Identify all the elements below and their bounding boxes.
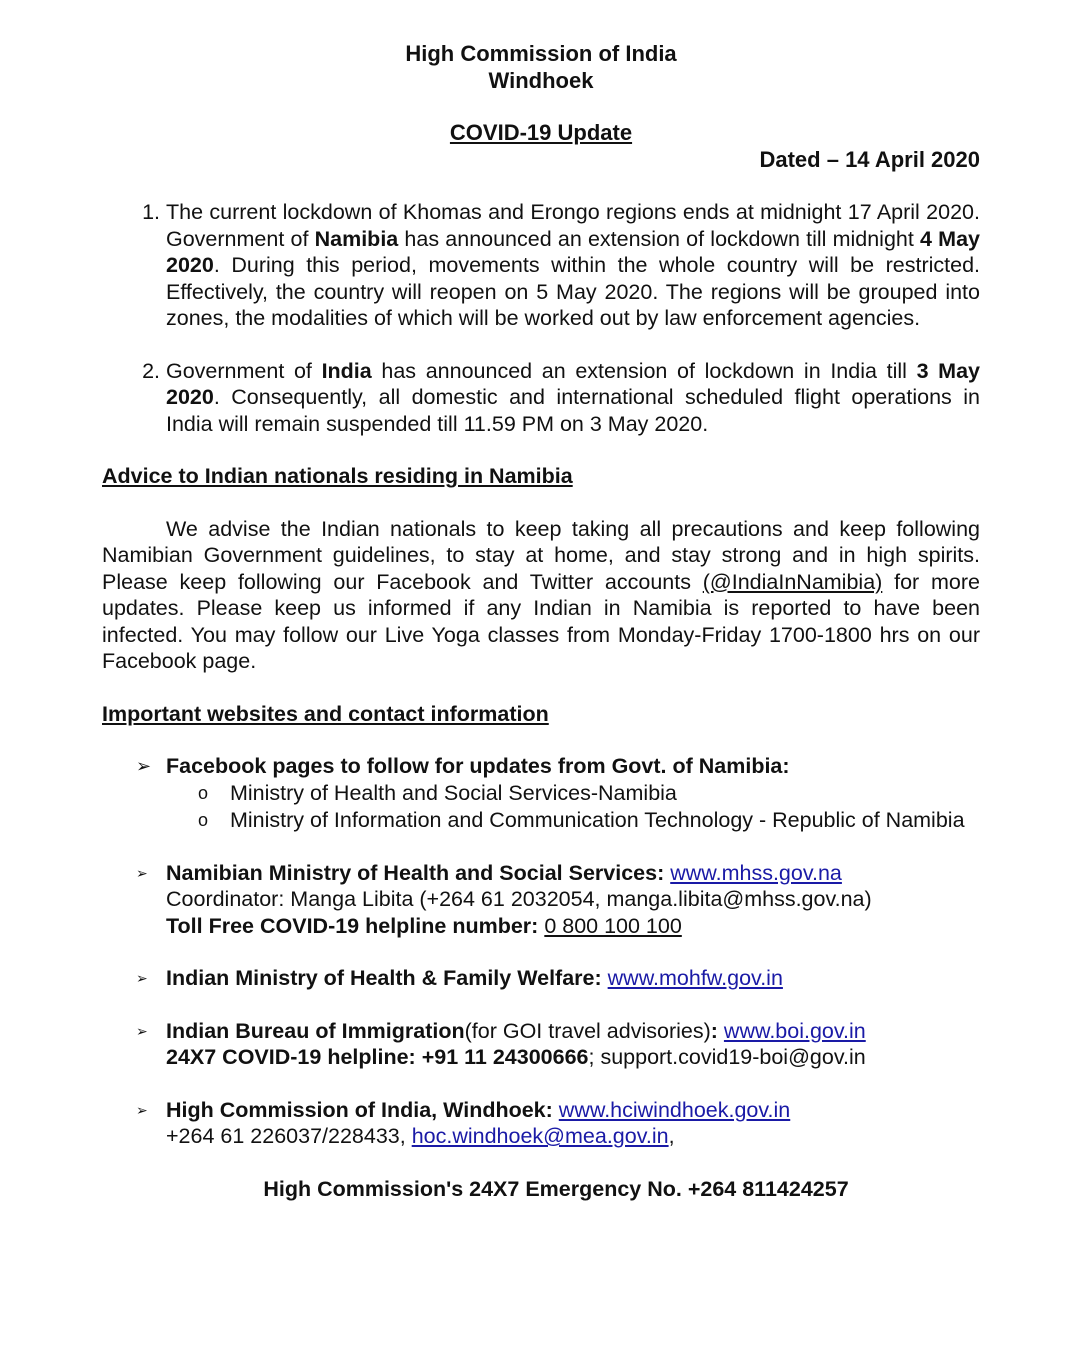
list-item: o Ministry of Information and Communication Technology - Republic of Namibia <box>198 808 965 832</box>
header-org <box>102 40 980 94</box>
update-points <box>102 199 980 437</box>
arrow-bullet-icon: ➢ <box>136 1022 148 1039</box>
hci-label: High Commission of India, Windhoek: <box>166 1097 553 1122</box>
boi-note: (for GOI travel advisories) <box>464 1018 711 1043</box>
mhss-link[interactable]: www.mhss.gov.na <box>670 860 842 885</box>
facebook-pages-item <box>102 753 980 834</box>
arrow-bullet-icon: ➢ <box>136 1101 148 1118</box>
mohfw-label: Indian Ministry of Health & Family Welfare: <box>166 966 602 990</box>
arrow-bullet-icon: ➢ <box>136 756 152 776</box>
mhss-label: Namibian Ministry of Health and Social Services: <box>166 860 665 885</box>
facebook-pages-list <box>166 780 980 834</box>
point-2: 2. Government of India has announced an extension of lockdown in India till 3 May 2020. Consequently, all domestic and international scheduled flight operations in India will remain suspended till 11.59 PM on 3 May 2020. <box>166 358 980 438</box>
tollfree-number[interactable]: 0 800 100 100 <box>544 913 682 938</box>
advice-paragraph: We advise the Indian nationals to keep taking all precautions and keep following Namibian Government guidelines, to stay at home, and stay strong and in high spirits. Please keep following our Facebook and Twitter accounts (@IndiaInNamibia) for more updates. Please keep us informed if any Indian in Namibia is reported to have been infected. You may follow our Live Yoga classes from Monday-Friday 1700-1800 hrs on our Facebook page. <box>102 516 980 673</box>
hci-link[interactable]: www.hciwindhoek.gov.in <box>558 1097 791 1122</box>
page-title: COVID-19 Update <box>449 120 633 145</box>
advice-heading: Advice to Indian nationals residing in Namibia <box>102 464 573 488</box>
list-item: o Ministry of Health and Social Services-Namibia <box>198 780 677 805</box>
mohfw-item <box>102 965 980 992</box>
contacts-list <box>102 753 980 1150</box>
arrow-bullet-icon: ➢ <box>136 970 148 986</box>
circle-bullet-icon: o <box>198 810 209 830</box>
hci-phone: +264 61 226037/228433, <box>166 1124 412 1148</box>
date-line: Dated – 14 April 2020 <box>759 146 980 172</box>
document-page <box>102 40 980 1202</box>
facebook-pages-label: Facebook pages to follow for updates from Govt. of Namibia: <box>166 754 790 778</box>
mhss-coordinator: Coordinator: Manga Libita (+264 61 2032054, manga.libita@mhss.gov.na) <box>166 887 872 911</box>
boi-link[interactable]: www.boi.gov.in <box>723 1018 866 1043</box>
tollfree-label: Toll Free COVID-19 helpline number: <box>166 913 539 938</box>
emergency-number: High Commission's 24X7 Emergency No. +264 811424257 <box>263 1176 849 1201</box>
boi-label: Indian Bureau of Immigration <box>166 1018 465 1043</box>
header-line1: High Commission of India <box>405 41 677 66</box>
hci-email-link[interactable]: hoc.windhoek@mea.gov.in <box>411 1124 669 1148</box>
boi-email: ; support.covid19-boi@gov.in <box>588 1045 866 1069</box>
header-line2: Windhoek <box>488 68 594 93</box>
contacts-heading: Important websites and contact information <box>102 701 549 726</box>
arrow-bullet-icon: ➢ <box>136 864 148 881</box>
boi-item: ➢ Indian Bureau of Immigration(for GOI travel advisories): www.boi.gov.in 24X7 COVID-19 helpline: +91 11 24300666; support.covid19-boi@gov.in <box>136 1018 866 1069</box>
boi-helpline: 24X7 COVID-19 helpline: +91 11 24300666 <box>166 1045 589 1069</box>
twitter-handle[interactable]: (@IndiaInNamibia) <box>702 569 883 594</box>
hci-item: ➢ High Commission of India, Windhoek: www.hciwindhoek.gov.in +264 61 226037/228433, hoc.windhoek@mea.gov.in, <box>136 1097 791 1148</box>
point-1: 1. The current lockdown of Khomas and Erongo regions ends at midnight 17 April 2020. Government of Namibia has announced an extension of lockdown till midnight 4 May 2020. During this period, movements within the whole country will be restricted. Effectively, the country will reopen on 5 May 2020. The regions will be grouped into zones, the modalities of which will be worked out by law enforcement agencies. <box>166 199 980 332</box>
mohfw-link[interactable]: www.mohfw.gov.in <box>607 966 783 990</box>
circle-bullet-icon: o <box>198 782 209 803</box>
mhss-item <box>102 860 980 940</box>
